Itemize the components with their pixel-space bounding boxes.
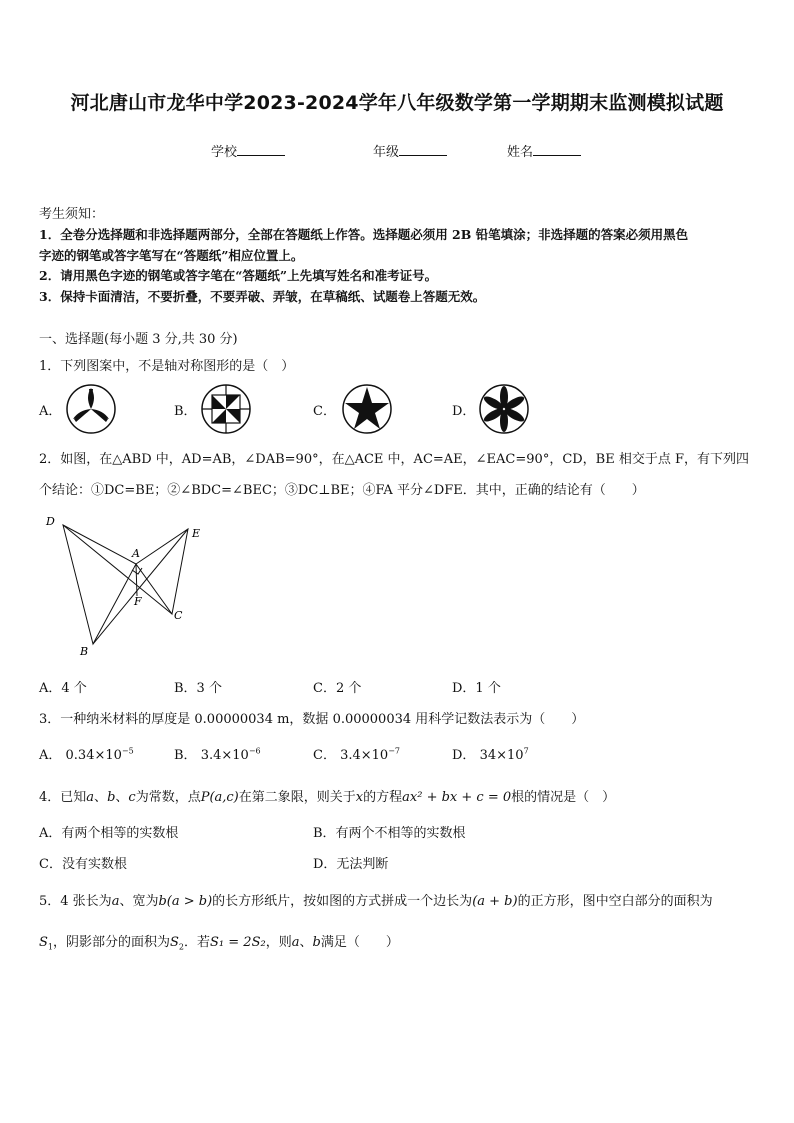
q3-option-c[interactable]: C． $3.4\times 10^{-7}$ <box>313 746 400 763</box>
notice-heading: 考生须知： <box>39 207 105 222</box>
star-circle-icon <box>341 383 393 435</box>
six-petal-circle-icon <box>478 383 530 435</box>
q3-option-b[interactable]: B． $3.4\times 10^{-6}$ <box>174 746 261 763</box>
question-3-stem: 3．一种纳米材料的厚度是 0.00000034 m，数据 0.00000034 用科学记数法表示为（ ） <box>39 712 585 727</box>
q4-option-d[interactable]: D．无法判断 <box>313 857 389 872</box>
q2-option-c[interactable]: C．2 个 <box>313 681 362 696</box>
notice-item-1-cont: 字迹的钢笔或答字笔写在“答题纸”相应位置上。 <box>39 248 304 263</box>
q2-option-d[interactable]: D．1 个 <box>452 681 501 696</box>
q2-option-a[interactable]: A．4 个 <box>39 681 87 696</box>
q4-option-a[interactable]: A．有两个相等的实数根 <box>39 826 179 841</box>
q3-option-d[interactable]: D． $34\times 10^7$ <box>452 746 529 763</box>
notice-item-1: 1．全卷分选择题和非选择题两部分，全部在答题纸上作答。选择题必须用 2B 铅笔填涂；非选择题的答案必须用黑色 <box>39 227 689 242</box>
school-field[interactable]: 学校 <box>211 141 285 160</box>
q1-option-b-label[interactable]: B． <box>174 404 197 419</box>
pinwheel-circle-icon <box>200 383 252 435</box>
label-a: A <box>132 547 140 560</box>
q1-option-c-label[interactable]: C． <box>313 404 336 419</box>
section-heading: 一、选择题(每小题 3 分,共 30 分) <box>39 332 238 347</box>
question-2-line-1: 2．如图，在△ABD 中，AD=AB，∠DAB=90°，在△ACE 中，AC=AE，∠EAC=90°，CD，BE 相交于点 F，有下列四 <box>39 452 750 467</box>
question-2-line-2: 个结论：①DC=BE；②∠BDC=∠BEC；③DC⊥BE；④FA 平分∠DFE．其中，正确的结论有（ ） <box>39 483 645 498</box>
label-e: E <box>192 527 201 540</box>
grade-field[interactable]: 年级 <box>373 141 447 160</box>
q4-option-c[interactable]: C．没有实数根 <box>39 857 127 872</box>
name-field[interactable]: 姓名 <box>507 141 581 160</box>
page-title: 河北唐山市龙华中学2023-2024学年八年级数学第一学期期末监测模拟试题 <box>70 92 724 114</box>
triangle-figure <box>40 515 220 660</box>
question-5-line-2: $S_1$，阴影部分的面积为$S_2$．若S₁ = 2S₂，则a、b满足（ ） <box>39 935 399 952</box>
q1-option-a-label[interactable]: A． <box>39 404 62 419</box>
notice-item-2: 2．请用黑色字迹的钢笔或答字笔在“答题纸”上先填写姓名和准考证号。 <box>39 268 438 283</box>
label-c: C <box>174 609 183 622</box>
label-d: D <box>46 515 55 528</box>
question-1-stem: 1．下列图案中，不是轴对称图形的是（ ） <box>39 359 295 374</box>
label-b: B <box>80 645 89 658</box>
q3-option-a[interactable]: A． $0.34\times 10^{-5}$ <box>39 746 134 763</box>
label-f: F <box>134 595 142 608</box>
notice-item-3: 3．保持卡面清洁，不要折叠，不要弄破、弄皱，在草稿纸、试题卷上答题无效。 <box>39 289 486 304</box>
question-4-stem: 4．已知a、b、c为常数，点P(a,c)在第二象限，则关于x的方程ax² + bx + c = 0根的情况是（ ） <box>39 790 616 805</box>
three-blade-circle-icon <box>65 383 117 435</box>
q4-option-b[interactable]: B．有两个不相等的实数根 <box>313 826 466 841</box>
question-5-line-1: 5．4 张长为a、宽为b(a > b)的长方形纸片，按如图的方式拼成一个边长为(a + b)的正方形，图中空白部分的面积为 <box>39 894 713 909</box>
q2-option-b[interactable]: B．3 个 <box>174 681 222 696</box>
q1-option-d-label[interactable]: D． <box>452 404 476 419</box>
